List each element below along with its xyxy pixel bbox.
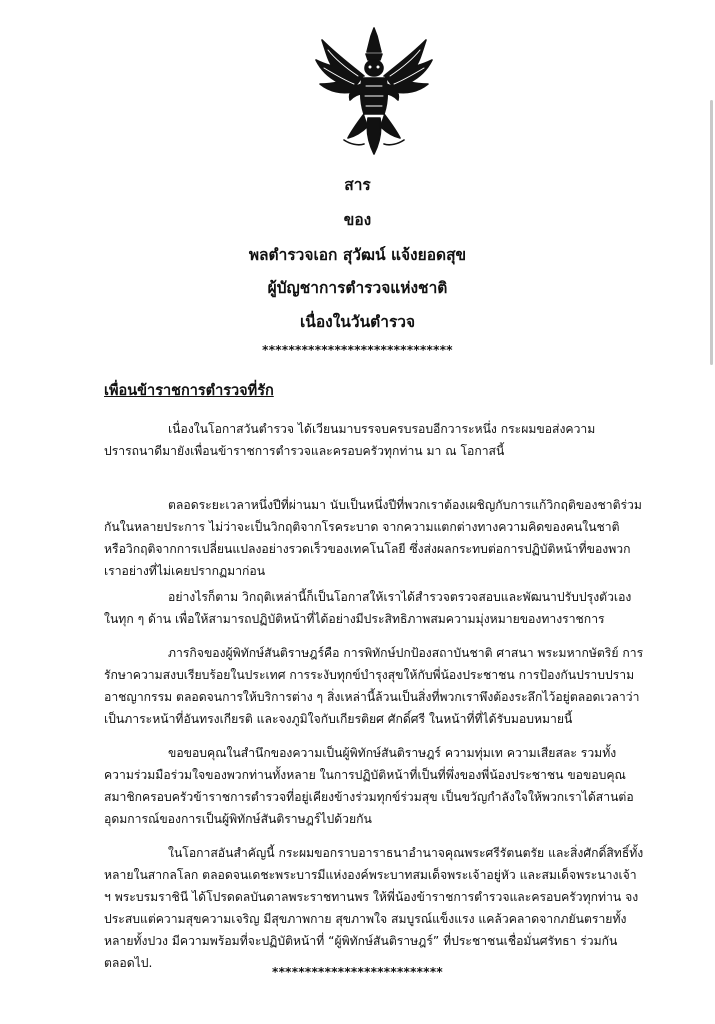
paragraph-2: ตลอดระยะเวลาหนึ่งปีที่ผ่านมา นับเป็นหนึ่งปีที่พวกเราต้องเผชิญกับการแก้วิกฤติของชาติร่วมกันในหลายประการ ไม่ว่าจะเป็นวิกฤติจากโรคระบาด จากความแตกต่างทางความคิดของคนในชาติ หรือวิกฤติจากการเปลี่ยนแปลงอย่างรวดเร็วของเทคโนโลยี ซึ่งส่งผลกระทบต่อการปฏิบัติหน้าที่ของพวกเราอย่างที่ไม่เคยปรากฏมาก่อน <box>104 498 642 578</box>
heading-line-2: ของ <box>343 211 372 229</box>
heading-line-1: สาร <box>344 176 371 194</box>
heading-occasion: เนื่องในวันตำรวจ <box>299 313 416 331</box>
heading-author-name: พลตำรวจเอก สุวัฒน์ แจ้งยอดสุข <box>248 246 467 264</box>
separator-top: ***************************** <box>262 343 453 357</box>
paragraph-6: ในโอกาสอันสำคัญนี้ กระผมขอกราบอาราธนาอำนาจคุณพระศรีรัตนตรัย และสิ่งศักดิ์สิทธิ์ทั้งหลายในสากลโลก ตลอดจนเดชะพระบารมีแห่งองค์พระบาทสมเด็จพระเจ้าอยู่หัว และสมเด็จพระนางเจ้า ฯ พระบรมราชินี ได้โปรดดลบันดาลพระราชทานพร ให้พี่น้องข้าราชการตำรวจและครอบครัวทุกท่าน จงประสบแต่ความสุขความเจริญ มีสุขภาพกาย สุขภาพใจ สมบูรณ์แข็งแรง แคล้วคลาดจากภยันตรายทั้งหลายทั้งปวง มีความพร้อมที่จะปฏิบัติหน้าที่ “ผู้พิทักษ์สันติราษฎร์” ที่ประชาชนเชื่อมั่นศรัทธา ร่วมกันตลอดไป. <box>104 846 644 970</box>
scrollbar-thumb[interactable] <box>710 100 713 365</box>
paragraph-1: เนื่องในโอกาสวันตำรวจ ได้เวียนมาบรรจบครบรอบอีกวาระหนึ่ง กระผมขอส่งความปรารถนาดีมายังเพื่อนข้าราชการตำรวจและครอบครัวทุกท่าน มา ณ โอกาสนี้ <box>104 422 596 458</box>
garuda-emblem-icon <box>314 26 434 158</box>
heading-author-title: ผู้บัญชาการตำรวจแห่งชาติ <box>267 279 448 297</box>
paragraph-4: ภารกิจของผู้พิทักษ์สันติราษฎร์คือ การพิทักษ์ปกป้องสถาบันชาติ ศาสนา พระมหากษัตริย์ การรักษาความสงบเรียบร้อยในประเทศ การระงับทุกข์บำรุงสุขให้กับพี่น้องประชาชน การป้องกันปราบปรามอาชญากรรม ตลอดจนการให้บริการต่าง ๆ สิ่งเหล่านี้ล้วนเป็นสิ่งที่พวกเราพึงต้องระลึกไว้อยู่ตลอดเวลาว่าเป็นภาระหน้าที่อันทรงเกียรติ และจงภูมิใจกับเกียรติยศ ศักดิ์ศรี ในหน้าที่ที่ได้รับมอบหมายนี้ <box>104 646 644 726</box>
paragraph-3: อย่างไรก็ตาม วิกฤติเหล่านี้ก็เป็นโอกาสให้เราได้สำรวจตรวจสอบและพัฒนาปรับปรุงตัวเองในทุก ๆ ด้าน เพื่อให้สามารถปฏิบัติหน้าที่ได้อย่างมีประสิทธิภาพสมความมุ่งหมายของทางราชการ <box>104 590 632 626</box>
paragraph-5: ขอขอบคุณในสำนึกของความเป็นผู้พิทักษ์สันติราษฎร์ ความทุ่มเท ความเสียสละ รวมทั้งความร่วมมือร่วมใจของพวกท่านทั้งหลาย ในการปฏิบัติหน้าที่เป็นที่พึ่งของพี่น้องประชาชน ขอขอบคุณสมาชิกครอบครัวข้าราชการตำรวจที่อยู่เคียงข้างร่วมทุกข์ร่วมสุข เป็นขวัญกำลังใจให้พวกเราได้สานต่ออุดมการณ์ของการเป็นผู้พิทักษ์สันติราษฎร์ไปด้วยกัน <box>104 746 634 826</box>
salutation: เพื่อนข้าราชการตำรวจที่รัก <box>104 383 274 399</box>
separator-bottom: ************************** <box>272 965 443 979</box>
